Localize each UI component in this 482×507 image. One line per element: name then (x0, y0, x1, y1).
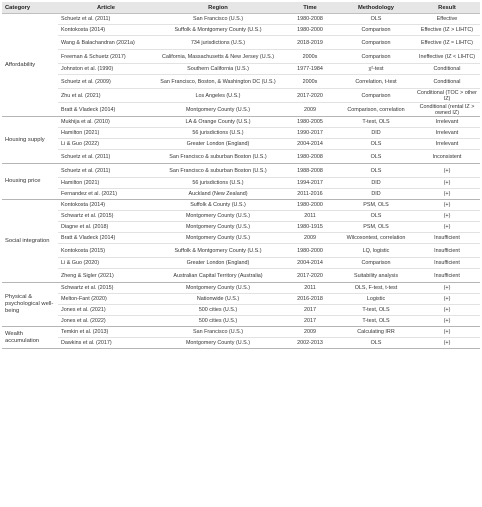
methodology-cell: PSM, OLS (338, 222, 414, 233)
methodology-cell: PSM, OLS (338, 200, 414, 211)
time-cell: 1980-2000 (282, 25, 338, 36)
region-cell: 500 cities (U.S.) (154, 316, 282, 327)
time-cell: 2002-2013 (282, 338, 338, 349)
article-cell: Schuetz et al. (2009) (58, 75, 154, 89)
methodology-cell: DID (338, 178, 414, 189)
region-cell: Suffolk & County (U.S.) (154, 200, 282, 211)
time-cell: 2016-2018 (282, 294, 338, 305)
region-cell: San Francisco & suburban Boston (U.S.) (154, 164, 282, 178)
methodology-cell: OLS, F-test, t-test (338, 283, 414, 294)
column-header: Result (414, 2, 480, 14)
literature-review-table (2, 2, 480, 349)
region-cell: Greater London (England) (154, 258, 282, 269)
table-row (2, 128, 480, 139)
article-cell: Diagne et al. (2018) (58, 222, 154, 233)
result-cell: (+) (414, 294, 480, 305)
result-cell: (+) (414, 222, 480, 233)
methodology-cell: DID (338, 128, 414, 139)
table-row (2, 233, 480, 244)
table-row (2, 200, 480, 211)
table-row (2, 294, 480, 305)
region-cell: Auckland (New Zealand) (154, 189, 282, 200)
table-row (2, 36, 480, 50)
table-row (2, 222, 480, 233)
table-row (2, 211, 480, 222)
region-cell: Southern California (U.S.) (154, 64, 282, 75)
time-cell: 2004-2014 (282, 139, 338, 150)
time-cell: 2018-2019 (282, 36, 338, 50)
methodology-cell: T-test, OLS (338, 305, 414, 316)
table-row (2, 338, 480, 349)
methodology-cell: T-test, OLS (338, 117, 414, 128)
article-cell: Schwartz et al. (2015) (58, 211, 154, 222)
result-cell: Irrelevant (414, 117, 480, 128)
result-cell: Insufficient (414, 244, 480, 258)
region-cell: San Francisco (U.S.) (154, 14, 282, 25)
time-cell: 1994-2017 (282, 178, 338, 189)
table-row (2, 305, 480, 316)
article-cell: Jones et al. (2021) (58, 305, 154, 316)
column-header: Methodology (338, 2, 414, 14)
category-cell: Housing supply (2, 117, 58, 164)
methodology-cell: Wilcoxontest, correlation (338, 233, 414, 244)
region-cell: Suffolk & Montgomery County (U.S.) (154, 25, 282, 36)
region-cell: Montgomery County (U.S.) (154, 211, 282, 222)
methodology-cell: DID (338, 189, 414, 200)
category-cell: Physical & psychological well-being (2, 283, 58, 327)
methodology-cell: OLS (338, 164, 414, 178)
article-cell: Schuetz et al. (2011) (58, 150, 154, 164)
table-row (2, 258, 480, 269)
result-cell: (+) (414, 305, 480, 316)
article-cell: Zheng & Sigler (2021) (58, 269, 154, 283)
article-cell: Jones et al. (2022) (58, 316, 154, 327)
result-cell: (+) (414, 200, 480, 211)
methodology-cell: Comparison (338, 89, 414, 103)
article-cell: Li & Guo (2020) (58, 258, 154, 269)
region-cell: Montgomery County (U.S.) (154, 233, 282, 244)
region-cell: Los Angeles (U.S.) (154, 89, 282, 103)
time-cell: 2011 (282, 283, 338, 294)
time-cell: 2017 (282, 305, 338, 316)
methodology-cell: Calculating IRR (338, 327, 414, 338)
header-row (2, 2, 480, 14)
region-cell: San Francisco, Boston, & Washington DC (U.S.) (154, 75, 282, 89)
methodology-cell: Comparison, correlation (338, 103, 414, 117)
time-cell: 2000s (282, 50, 338, 64)
methodology-cell: OLS (338, 14, 414, 25)
region-cell: Montgomery County (U.S.) (154, 338, 282, 349)
methodology-cell: T-test, OLS (338, 316, 414, 327)
result-cell: (+) (414, 178, 480, 189)
table-row (2, 75, 480, 89)
region-cell: California, Massachusetts & New Jersey (U.S.) (154, 50, 282, 64)
result-cell: Conditional (414, 75, 480, 89)
article-cell: Temkin et al. (2013) (58, 327, 154, 338)
result-cell: (+) (414, 338, 480, 349)
methodology-cell: OLS (338, 211, 414, 222)
result-cell: Conditional (rental IZ > owned IZ) (414, 103, 480, 117)
region-cell: 56 jurisdictions (U.S.) (154, 128, 282, 139)
article-cell: Bratt & Vladeck (2014) (58, 233, 154, 244)
methodology-cell: Comparison (338, 50, 414, 64)
category-cell: Social integration (2, 200, 58, 283)
region-cell: Nationwide (U.S.) (154, 294, 282, 305)
article-cell: Hamilton (2021) (58, 178, 154, 189)
table-row (2, 189, 480, 200)
methodology-cell: Comparison (338, 36, 414, 50)
time-cell: 1988-2008 (282, 164, 338, 178)
result-cell: Conditional (TOC > other IZ) (414, 89, 480, 103)
result-cell: Effective (IZ ≈ LIHTC) (414, 36, 480, 50)
time-cell: 2000s (282, 75, 338, 89)
table-row (2, 50, 480, 64)
table-row (2, 89, 480, 103)
time-cell: 1977-1984 (282, 64, 338, 75)
result-cell: Inconsistent (414, 150, 480, 164)
region-cell: San Francisco & suburban Boston (U.S.) (154, 150, 282, 164)
table-row (2, 103, 480, 117)
article-cell: Johnston et al. (1990) (58, 64, 154, 75)
region-cell: 56 jurisdictions (U.S.) (154, 178, 282, 189)
table-body (2, 14, 480, 349)
region-cell: LA & Orange County (U.S.) (154, 117, 282, 128)
article-cell: Wang & Balachandran (2021a) (58, 36, 154, 50)
time-cell: 1980-2008 (282, 14, 338, 25)
time-cell: 2017-2020 (282, 269, 338, 283)
article-cell: Kontokosta (2014) (58, 200, 154, 211)
table-row (2, 178, 480, 189)
time-cell: 1980-2000 (282, 244, 338, 258)
region-cell: San Francisco (U.S.) (154, 327, 282, 338)
time-cell: 1980-2000 (282, 200, 338, 211)
result-cell: Ineffective (IZ < LIHTC) (414, 50, 480, 64)
result-cell: (+) (414, 211, 480, 222)
result-cell: Insufficient (414, 258, 480, 269)
region-cell: Montgomery County (U.S.) (154, 283, 282, 294)
region-cell: 500 cities (U.S.) (154, 305, 282, 316)
region-cell: Australian Capital Territory (Australia) (154, 269, 282, 283)
article-cell: Fernandez et al. (2021) (58, 189, 154, 200)
article-cell: Melton-Fant (2020) (58, 294, 154, 305)
column-header: Category (2, 2, 58, 14)
result-cell: Insufficient (414, 233, 480, 244)
article-cell: Dawkins et al. (2017) (58, 338, 154, 349)
article-cell: Bratt & Vladeck (2014) (58, 103, 154, 117)
time-cell: 2004-2014 (282, 258, 338, 269)
article-cell: Schuetz et al. (2011) (58, 14, 154, 25)
article-cell: Mukhija et al. (2010) (58, 117, 154, 128)
result-cell: Irrelevant (414, 128, 480, 139)
article-cell: Hamilton (2021) (58, 128, 154, 139)
table-row (2, 150, 480, 164)
result-cell: Effective (IZ > LIHTC) (414, 25, 480, 36)
article-cell: Kontokosta (2014) (58, 25, 154, 36)
time-cell: 2009 (282, 327, 338, 338)
region-cell: Greater London (England) (154, 139, 282, 150)
region-cell: 734 jurisdictions (U.S.) (154, 36, 282, 50)
result-cell: (+) (414, 189, 480, 200)
methodology-cell: Comparison (338, 25, 414, 36)
time-cell: 1990-2017 (282, 128, 338, 139)
region-cell: Suffolk & Montgomery County (U.S.) (154, 244, 282, 258)
result-cell: (+) (414, 327, 480, 338)
result-cell: Irrelevant (414, 139, 480, 150)
table-row (2, 327, 480, 338)
result-cell: Effective (414, 14, 480, 25)
methodology-cell: OLS (338, 139, 414, 150)
table-row (2, 14, 480, 25)
column-header: Article (58, 2, 154, 14)
category-cell: Affordability (2, 14, 58, 117)
time-cell: 2017-2020 (282, 89, 338, 103)
methodology-cell: Comparison (338, 258, 414, 269)
time-cell: 2009 (282, 103, 338, 117)
article-cell: Schuetz et al. (2011) (58, 164, 154, 178)
column-header: Time (282, 2, 338, 14)
time-cell: 1980-1915 (282, 222, 338, 233)
article-cell: Zhu et al. (2021) (58, 89, 154, 103)
methodology-cell: Suitability analysis (338, 269, 414, 283)
table-row (2, 164, 480, 178)
table-row (2, 64, 480, 75)
category-cell: Housing price (2, 164, 58, 200)
methodology-cell: Correlation, t-test (338, 75, 414, 89)
time-cell: 1980-2005 (282, 117, 338, 128)
time-cell: 1980-2008 (282, 150, 338, 164)
table-row (2, 283, 480, 294)
time-cell: 2011-2016 (282, 189, 338, 200)
result-cell: (+) (414, 164, 480, 178)
result-cell: Insufficient (414, 269, 480, 283)
time-cell: 2011 (282, 211, 338, 222)
article-cell: Li & Guo (2022) (58, 139, 154, 150)
time-cell: 2017 (282, 316, 338, 327)
article-cell: Schwartz et al. (2015) (58, 283, 154, 294)
table-row (2, 117, 480, 128)
methodology-cell: LQ, logistic (338, 244, 414, 258)
methodology-cell: Logistic (338, 294, 414, 305)
result-cell: (+) (414, 316, 480, 327)
article-cell: Freeman & Schuetz (2017) (58, 50, 154, 64)
region-cell: Montgomery County (U.S.) (154, 103, 282, 117)
region-cell: Montgomery County (U.S.) (154, 222, 282, 233)
article-cell: Kontokosta (2015) (58, 244, 154, 258)
methodology-cell: χ²-test (338, 64, 414, 75)
table-row (2, 25, 480, 36)
table-row (2, 269, 480, 283)
methodology-cell: OLS (338, 338, 414, 349)
result-cell: (+) (414, 283, 480, 294)
methodology-cell: OLS (338, 150, 414, 164)
table-row (2, 244, 480, 258)
time-cell: 2009 (282, 233, 338, 244)
table (2, 2, 480, 349)
table-row (2, 139, 480, 150)
table-row (2, 316, 480, 327)
result-cell: Conditional (414, 64, 480, 75)
category-cell: Wealth accumulation (2, 327, 58, 349)
column-header: Region (154, 2, 282, 14)
